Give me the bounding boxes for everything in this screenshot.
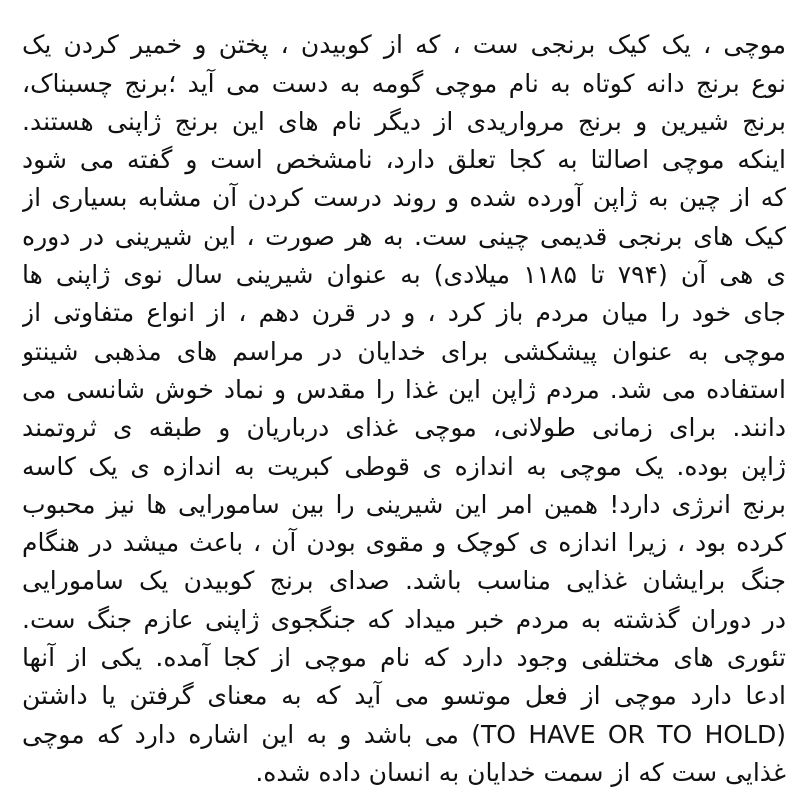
text-line: اینکه موچی اصالتا به کجا تعلق دارد، نامشخص است و گفته می شود [22, 145, 786, 175]
text-line: جای خود را میان مردم باز کرد ، و در قرن دهم ، از انواع متفاوتی از [22, 298, 786, 328]
text-line: ژاپن بوده. یک موچی به اندازه ی قوطی کبریت به اندازه ی یک کاسه [22, 451, 786, 481]
text-line: ادعا دارد موچی از فعل موتسو می آید که به معنای گرفتن یا داشتن [22, 681, 786, 711]
text-line: برنج شیرین و برنج مرواریدی از دیگر نام های این برنج ژاپنی هستند. [22, 106, 786, 136]
text-line: کرده بود ، زیرا اندازه ی کوچک و مقوی بودن آن ، باعث میشد در هنگام [22, 528, 786, 558]
text-line-last: غذایی ست که از سمت خدایان به انسان داده شده. [255, 757, 786, 787]
text-line: موچی به عنوان پیشکشی برای خدایان در مراسم های مذهبی شینتو [22, 336, 786, 366]
text-line: که از چین به ژاپن آورده شده و روند درست کردن آن مشابه بسیاری از [22, 183, 786, 213]
text-line: برنج انرژی دارد! همین امر این شیرینی را بین سامورایی ها نیز محبوب [22, 489, 786, 519]
text-line: ی هی آن (۷۹۴ تا ۱۱۸۵ میلادی) به عنوان شیرینی سال نوی ژاپنی ها [22, 260, 786, 290]
text-line-partial-top [22, 0, 786, 26]
text-line: جنگ برایشان غذایی مناسب باشد. صدای برنج کوبیدن یک سامورایی [22, 566, 786, 596]
text-line: (TO HAVE OR TO HOLD) می باشد و به این اشاره دارد که موچی [22, 719, 786, 749]
article-body [22, 0, 786, 792]
text-line: دانند. برای زمانی طولانی، موچی غذای درباریان و طبقه ی ثروتمند [22, 413, 786, 443]
text-line: در دوران گذشته به مردم خبر میداد که جنگجوی ژاپنی عازم جنگ ست. [22, 604, 786, 634]
text-line: کیک های برنجی قدیمی چینی ست. به هر صورت ، این شیرینی در دوره [22, 221, 786, 251]
text-line: موچی ، یک کیک برنجی ست ، که از کوبیدن ، پختن و خمیر کردن یک [22, 30, 786, 60]
text-line: تئوری های مختلفی وجود دارد که نام موچی از کجا آمده. یکی از آنها [22, 643, 786, 673]
text-line: استفاده می شد. مردم ژاپن این غذا را مقدس و نماد خوش شانسی می [22, 374, 786, 404]
text-line: نوع برنج دانه کوتاه به نام موچی گومه به دست می آید ؛برنج چسبناک، [22, 68, 786, 98]
